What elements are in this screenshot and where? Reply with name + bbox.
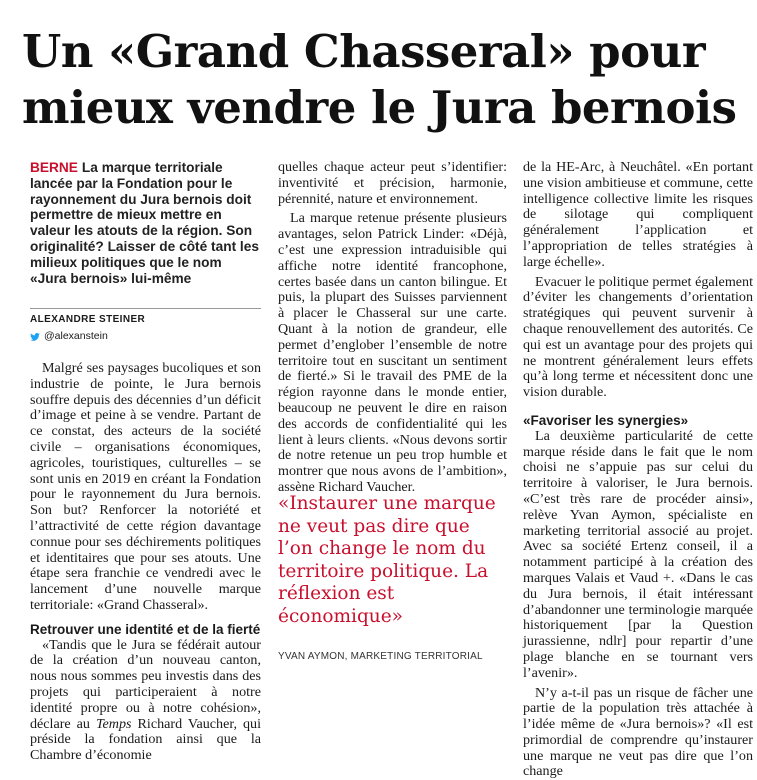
twitter-icon <box>30 333 40 341</box>
pull-quote-source: YVAN AYMON, MARKETING TERRITORIAL <box>278 651 483 662</box>
body-paragraph-2: «Tandis que le Jura se fédérait autour de la création d’un nouveau canton, nous nous sommes peu investis dans des projets qui participeraient à notre identité propre ou à notre cohésion», déclare au Temps Richard Vaucher, qui préside la fondation ainsi que la Chambre d’économie <box>30 638 261 764</box>
body-paragraph-8: N’y a-t-il pas un risque de fâcher une partie de la population très attachée à l’idée même de «Jura bernois»? «Il est primordial de comprendre qu’instaurer une marque ne veut pas dire que l’on change <box>523 686 753 780</box>
pull-quote: «Instaurer une marque ne veut pas dire que l’on change le nom du territoire politique. La réflexion est économique» <box>278 493 507 628</box>
headline-line-1: Un «Grand Chasseral» pour <box>22 24 752 80</box>
body-paragraph-3: quelles chaque acteur peut s’identifier: inventivité et précision, harmonie, pérennité, nature et environnement. <box>278 160 507 207</box>
section-tag: BERNE <box>30 160 78 175</box>
headline <box>22 24 752 136</box>
lead-text: La marque territoriale lancée par la Fondation pour le rayonnement du Jura bernois doit permettre de mieux mettre en valeur les atouts de la région. Son originalité? Laisser de côté tant les milieux politiques que le nom «Jura bernois» lui-même <box>30 160 259 286</box>
body-paragraph-6: Evacuer le politique permet également d’éviter les changements d’orientation stratégiques qui peuvent survenir à chaque renouvellement des autorités. Ce qui est un avantage pour des projets qui ne montrent généralement leurs effets qu’à long terme et nécessitent donc une vision durable. <box>523 275 753 401</box>
body-paragraph-4: La marque retenue présente plusieurs avantages, selon Patrick Linder: «Déjà, c’est une expression intraduisible qui affiche notre identité francophone, certes basée dans un canton bilingue. Et puis, la plupart des Suisses parviennent à placer le Chasseral sur une carte. Quant à la notion de grandeur, elle permet d’englober l’ensemble de notre territoire tout en suscitant un sentiment de fierté.» Si le travail des PME de la région rayonne dans le monde entier, beaucoup ne peuvent le dire en raison des accords de confidentialité qui les lient à leurs clients. «Nous devons sortir de notre retenue un peu trop humble et montrer que nous avons de l’ambition», assène Richard Vaucher. <box>278 211 507 495</box>
body-paragraph-7: La deuxième particularité de cette marque réside dans le fait que le nom choisi ne s’appuie pas sur celui du territoire à valoriser, le Jura bernois. «C’est très rare de procéder ainsi», relève Yvan Aymon, spécialiste en marketing territorial associé au projet. Avec sa société Ertenz conseil, il a notamment participé à la création des marques Valais et Vaud +. «Dans le cas du Jura bernois, il était intéressant d’abandonner une terminologie marquée historiquement [par la Question jurassienne, ndlr] pour repartir d’une plage blanche en se tournant vers l’avenir». <box>523 429 753 682</box>
column-1 <box>30 160 261 764</box>
subheading-synergies: «Favoriser les synergies» <box>523 413 753 429</box>
column-2 <box>278 160 507 496</box>
body-paragraph-1: Malgré ses paysages bucoliques et son industrie de pointe, le Jura bernois souffre depuis des décennies d’un déficit d’image et peine à se vendre. Partant de ce constat, des acteurs de la société civile – organisations économiques, agricoles, touristiques, culturelles – se sont unis en 2019 en créant la Fondation pour le rayonnement du Jura bernois. Son but? Renforcer la notoriété et l’attractivité de cette région davantage connue pour ses déchirements politiques et identitaires que pour ses atouts. Une étape sera franchie ce vendredi avec le lancement d’une nouvelle marque territoriale: «Grand Chasseral». <box>30 361 261 614</box>
lead-paragraph <box>30 160 261 286</box>
body-paragraph-5: de la HE-Arc, à Neuchâtel. «En portant une vision ambitieuse et commune, cette intelligence collective limite les risques de silotage qui compliquent généralement l’application et l’appropriation de telles stratégies à large échelle». <box>523 160 753 271</box>
byline <box>30 308 261 345</box>
handle-text[interactable]: @alexanstein <box>44 329 108 345</box>
author-name: ALEXANDRE STEINER <box>30 312 261 328</box>
twitter-handle[interactable] <box>30 329 261 345</box>
column-3 <box>523 160 753 780</box>
headline-line-2: mieux vendre le Jura bernois <box>22 80 752 136</box>
subheading-identity: Retrouver une identité et de la fierté <box>30 622 261 638</box>
